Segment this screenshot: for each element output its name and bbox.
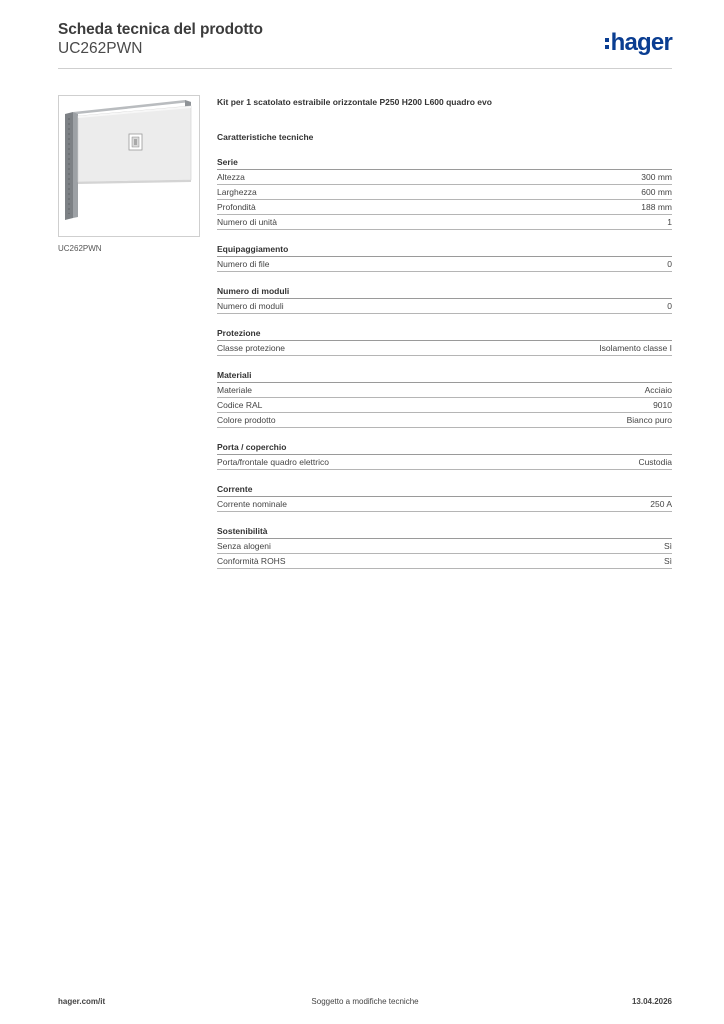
spec-value: 9010 <box>653 400 672 410</box>
section-title: Numero di moduli <box>217 285 672 299</box>
product-details <box>217 96 672 569</box>
spec-label: Colore prodotto <box>217 415 276 425</box>
spec-label: Larghezza <box>217 187 257 197</box>
spec-section <box>217 156 672 230</box>
spec-label: Senza alogeni <box>217 541 271 551</box>
product-description: Kit per 1 scatolato estraibile orizzontale P250 H200 L600 quadro evo <box>217 97 492 107</box>
product-image <box>58 95 200 237</box>
spec-value: 250 A <box>650 499 672 509</box>
section-title: Materiali <box>217 369 672 383</box>
spec-label: Conformità ROHS <box>217 556 286 566</box>
spec-row <box>217 383 672 398</box>
spec-value: Acciaio <box>644 385 672 395</box>
spec-label: Codice RAL <box>217 400 263 410</box>
product-code: UC262PWN <box>58 40 143 57</box>
spec-section <box>217 369 672 428</box>
spec-row <box>217 257 672 272</box>
spec-section <box>217 327 672 356</box>
spec-label: Numero di moduli <box>217 301 284 311</box>
spec-label: Numero di unità <box>217 217 278 227</box>
spec-section <box>217 243 672 272</box>
header-divider <box>58 68 672 69</box>
spec-row <box>217 299 672 314</box>
section-title: Serie <box>217 156 672 170</box>
spec-value: 600 mm <box>641 187 672 197</box>
spec-value: 188 mm <box>641 202 672 212</box>
spec-sections <box>217 156 672 569</box>
product-illustration-icon <box>59 96 199 236</box>
spec-row <box>217 455 672 470</box>
spec-section <box>217 285 672 314</box>
spec-value: Sì <box>663 556 672 566</box>
spec-label: Corrente nominale <box>217 499 287 509</box>
spec-row <box>217 554 672 569</box>
spec-row <box>217 341 672 356</box>
spec-value: Sì <box>663 541 672 551</box>
footer-date: 13.04.2026 <box>631 997 672 1006</box>
characteristics-heading: Caratteristiche tecniche <box>217 132 314 142</box>
logo-dots-icon <box>605 38 609 49</box>
spec-label: Porta/frontale quadro elettrico <box>217 457 329 467</box>
spec-row <box>217 185 672 200</box>
footer-notice: Soggetto a modifiche tecniche <box>311 997 419 1006</box>
spec-label: Altezza <box>217 172 245 182</box>
section-title: Protezione <box>217 327 672 341</box>
spec-section <box>217 441 672 470</box>
spec-value: 0 <box>667 301 672 311</box>
spec-label: Numero di file <box>217 259 270 269</box>
spec-row <box>217 497 672 512</box>
spec-row <box>217 398 672 413</box>
spec-value: 300 mm <box>641 172 672 182</box>
section-title: Equipaggiamento <box>217 243 672 257</box>
image-caption: UC262PWN <box>58 244 102 253</box>
spec-value: Custodia <box>638 457 672 467</box>
spec-value: Bianco puro <box>626 415 672 425</box>
spec-label: Classe protezione <box>217 343 286 353</box>
spec-row <box>217 413 672 428</box>
spec-row <box>217 200 672 215</box>
logo-wordmark: hager <box>610 29 672 56</box>
hager-logo <box>605 29 672 57</box>
page-header <box>58 20 672 68</box>
spec-value: 1 <box>667 217 672 227</box>
section-title: Sostenibilità <box>217 525 672 539</box>
spec-row <box>217 215 672 230</box>
section-title: Porta / coperchio <box>217 441 672 455</box>
spec-section <box>217 525 672 569</box>
page-title: Scheda tecnica del prodotto <box>58 21 263 38</box>
spec-value: 0 <box>667 259 672 269</box>
spec-row <box>217 170 672 185</box>
spec-row <box>217 539 672 554</box>
spec-label: Materiale <box>217 385 252 395</box>
spec-label: Profondità <box>217 202 256 212</box>
spec-section <box>217 483 672 512</box>
footer-website: hager.com/it <box>58 997 106 1006</box>
spec-value: Isolamento classe I <box>599 343 672 353</box>
section-title: Corrente <box>217 483 672 497</box>
